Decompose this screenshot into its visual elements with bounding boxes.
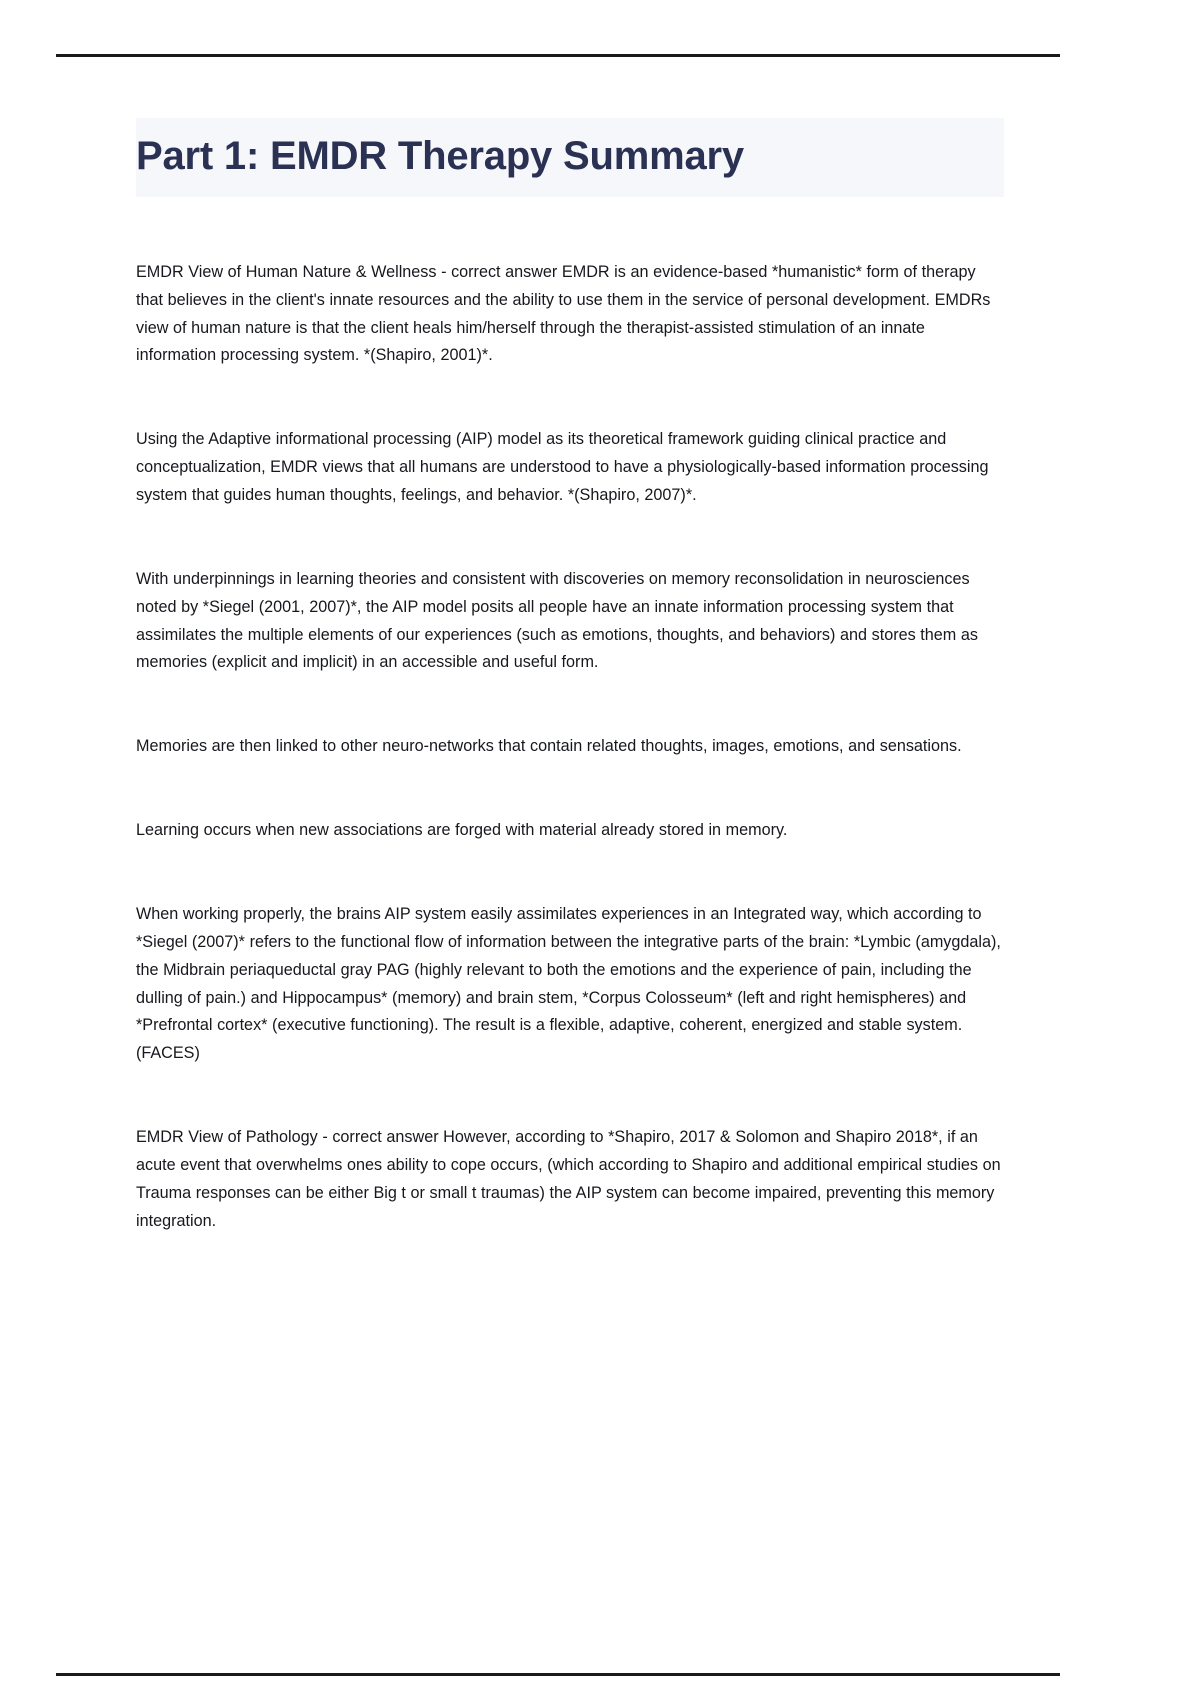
page-title-band: [136, 118, 1004, 197]
page-title: Part 1: EMDR Therapy Summary: [136, 134, 744, 178]
paragraph-aip-working-properly: When working properly, the brains AIP system easily assimilates experiences in an Integrated way, which according to *Siegel (2007)* refers to the functional flow of information between the integrative parts of the brain: *Lymbic (amygdala), the Midbrain periaqueductal gray PAG (highly relevant to both the emotions and the experience of pain, including the dulling of pain.) and Hippocampus* (memory) and brain stem, *Corpus Colosseum* (left and right hemispheres) and *Prefrontal cortex* (executive functioning). The result is a flexible, adaptive, coherent, energized and stable system. (FACES): [136, 904, 1001, 1063]
document-content: [136, 118, 1004, 1236]
paragraph-emdr-view-of-human-nature: EMDR View of Human Nature & Wellness - correct answer EMDR is an evidence-based *humanistic* form of therapy that believes in the client's innate resources and the ability to use them in the service of personal development. EMDRs view of human nature is that the client heals him/herself through the therapist-assisted stimulation of an innate information processing system. *(Shapiro, 2001)*.: [136, 262, 991, 365]
paragraph-aip-model-framework: Using the Adaptive informational processing (AIP) model as its theoretical framework guiding clinical practice and conceptualization, EMDR views that all humans are understood to have a physiologically-based information processing system that guides human thoughts, feelings, and behavior. *(Shapiro, 2007)*.: [136, 430, 989, 504]
page-bottom-rule: [56, 1673, 1060, 1676]
page-top-rule: [56, 54, 1060, 57]
paragraph-memories-linked-neuro-networks: Memories are then linked to other neuro-networks that contain related thoughts, images, emotions, and sensations.: [136, 737, 962, 756]
paragraph-emdr-view-of-pathology: EMDR View of Pathology - correct answer However, according to *Shapiro, 2017 & Solomon and Shapiro 2018*, if an acute event that overwhelms ones ability to cope occurs, (which according to Shapiro and additional empirical studies on Trauma responses can be either Big t or small t traumas) the AIP system can become impaired, preventing this memory integration.: [136, 1128, 1001, 1230]
document-body: [136, 259, 1004, 1236]
paragraph-learning-theories-underpinnings: With underpinnings in learning theories and consistent with discoveries on memory reconsolidation in neurosciences noted by *Siegel (2001, 2007)*, the AIP model posits all people have an innate information processing system that assimilates the multiple elements of our experiences (such as emotions, thoughts, and behaviors) and stores them as memories (explicit and implicit) in an accessible and useful form.: [136, 569, 978, 672]
paragraph-learning-occurs: Learning occurs when new associations are forged with material already stored in memory.: [136, 821, 788, 840]
